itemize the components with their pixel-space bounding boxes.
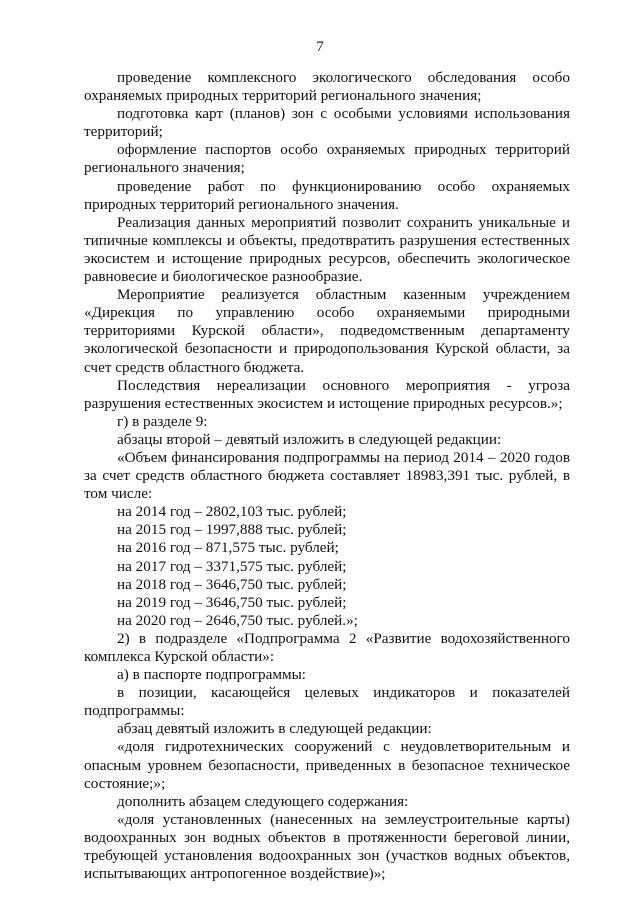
funding-line: на 2018 год – 3646,750 тыс. рублей; (117, 575, 347, 593)
funding-line: на 2019 год – 3646,750 тыс. рублей; (117, 593, 347, 611)
paragraph: в позиции, касающейся целевых индикаторов и показателей подпрограммы: (84, 684, 570, 720)
paragraph: Последствия нереализации основного мероприятия - угроза разрушения естественных экосистем и истощение природных ресурсов.»; (84, 376, 570, 412)
document-body (84, 69, 570, 883)
paragraph: «доля гидротехнических сооружений с неудовлетворительным и опасным уровнем безопасности, приведенных в безопасное техническое состояние;»; (84, 738, 570, 792)
paragraph: г) в разделе 9: (117, 412, 208, 430)
funding-line: на 2016 год – 871,575 тыс. рублей; (117, 539, 339, 557)
funding-line: на 2015 год – 1997,888 тыс. рублей; (117, 521, 347, 539)
paragraph: проведение работ по функционированию особо охраняемых природных территорий регионального значения. (84, 177, 570, 213)
paragraph: Мероприятие реализуется областным казенным учреждением «Дирекция по управлению особо охраняемыми природными территориями Курской области», подведомственным департаменту экологической безопасности и природопользования Курской области, за счет средств областного бюджета. (84, 286, 570, 376)
paragraph: «доля установленных (нанесенных на землеустроительные карты) водоохранных зон водных объектов в протяженности береговой линии, требующей установления водоохранных зон (участков водных объектов, испытывающих антропогенное воздействие)»; (84, 810, 570, 883)
paragraph: абзац девятый изложить в следующей редакции: (117, 720, 432, 738)
paragraph: абзацы второй – девятый изложить в следующей редакции: (117, 430, 502, 448)
funding-line: на 2014 год – 2802,103 тыс. рублей; (117, 503, 347, 521)
paragraph: Реализация данных мероприятий позволит сохранить уникальные и типичные комплексы и объекты, предотвратить разрушения естественных экосистем и истощение природных ресурсов, обеспечить экологическое равновесие и биологическое разнообразие. (84, 213, 570, 286)
paragraph: «Объем финансирования подпрограммы на период 2014 – 2020 годов за счет средств областного бюджета составляет 18983,391 тыс. рублей, в том числе: (84, 448, 570, 503)
paragraph: проведение комплексного экологического обследования особо охраняемых природных территорий регионального значения; (84, 69, 570, 105)
paragraph: оформление паспортов особо охраняемых природных территорий регионального значения; (84, 141, 570, 177)
funding-line: на 2020 год – 2646,750 тыс. рублей.»; (117, 611, 358, 629)
paragraph: 2) в подразделе «Подпрограмма 2 «Развитие водохозяйственного комплекса Курской области»: (84, 629, 570, 665)
paragraph: дополнить абзацем следующего содержания: (117, 792, 409, 810)
funding-line: на 2017 год – 3371,575 тыс. рублей; (117, 557, 347, 575)
paragraph: подготовка карт (планов) зон с особыми условиями использования территорий; (84, 105, 570, 141)
page-number: 7 (316, 39, 324, 55)
paragraph: а) в паспорте подпрограммы: (117, 666, 306, 684)
